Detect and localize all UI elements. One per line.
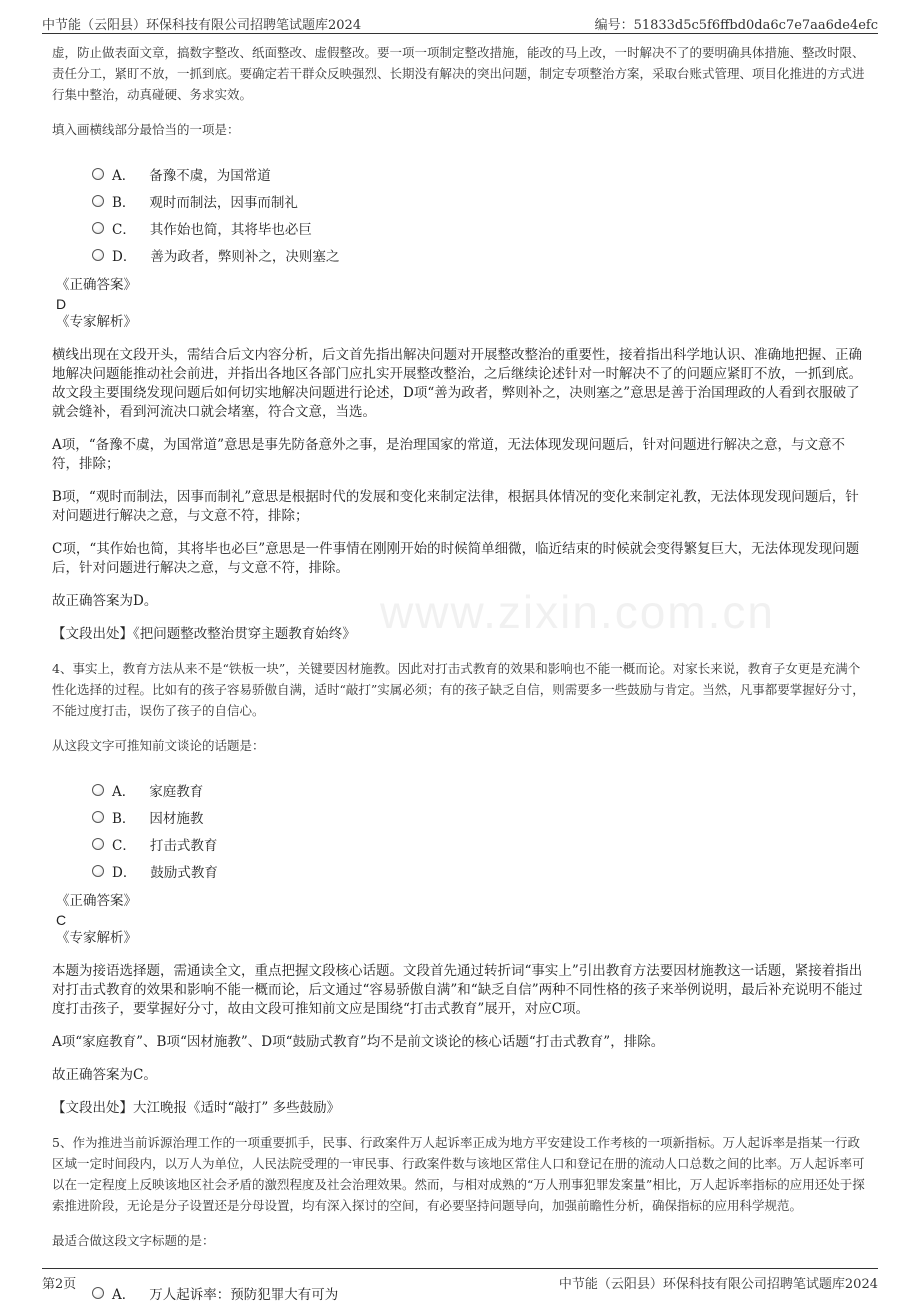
radio-icon[interactable] <box>92 168 104 180</box>
footer-title: 中节能（云阳县）环保科技有限公司招聘笔试题库2024 <box>558 1277 878 1292</box>
option-c[interactable]: C． 打击式教育 <box>92 830 868 857</box>
analysis <box>52 962 868 1085</box>
analysis-paragraph: B项，“观时而制法，因事而制礼”意思是根据时代的发展和变化来制定法律，根据具体情况的变化来制定礼教，无法体现发现问题后，针对问题进行解决之意，与文意不符，排除； <box>52 489 859 524</box>
question-stem: 4、事实上，教育方法从来不是“铁板一块”，关键要因材施教。因此对打击式教育的效果和影响也不能一概而论。对家长来说，教育子女更是充满个性化选择的过程。比如有的孩子容易骄傲自满，适时“敲打”实属必须；有的孩子缺乏自信，则需要多一些鼓励与肯定。当然，凡事都要掌握好分寸，不能过度打击，误伤了孩子的自信心。 <box>52 661 865 718</box>
question-4 <box>52 658 868 1118</box>
header-title: 中节能（云阳县）环保科技有限公司招聘笔试题库2024 <box>42 18 362 33</box>
answer-label: 《正确答案》 <box>56 893 137 909</box>
answer-value: D <box>56 296 67 312</box>
radio-icon[interactable] <box>92 249 104 261</box>
analysis-conclusion: 故正确答案为D。 <box>52 593 158 609</box>
option-list <box>92 776 868 884</box>
question-stem-tail: 虚，防止做表面文章，搞数字整改、纸面整改、虚假整改。要一项一项制定整改措施，能改的马上改，一时解决不了的要明确具体措施、整改时限、责任分工，紧盯不放，一抓到底。要确定若干群众反映强烈、长期没有解决的突出问题，制定专项整治方案，采取台账式管理、项目化推进的方式进行集中整治，动真碰硬、务求实效。 <box>52 45 865 102</box>
radio-icon[interactable] <box>92 222 104 234</box>
option-a[interactable]: A． 万人起诉率：预防犯罪大有可为 <box>92 1279 868 1302</box>
analysis-conclusion: 故正确答案为C。 <box>52 1067 157 1083</box>
analysis-paragraph: 横线出现在文段开头，需结合后文内容分析，后文首先指出解决问题对开展整改整治的重要性，接着指出科学地认识、准确地把握、正确地解决问题能推动社会前进，并指出各地区各部门应扎实开展整改整治，之后继续论述针对一时解决不了的问题应紧盯不放，一抓到底。故文段主要围绕发现问题后如何切实地解决问题进行论述，D项“善为政者，弊则补之，决则塞之”意思是善于治国理政的人看到衣服破了就会缝补，看到河流决口就会堵塞，符合文意，当选。 <box>52 347 862 420</box>
radio-icon[interactable] <box>92 838 104 850</box>
answer-label: 《正确答案》 <box>56 277 137 293</box>
radio-icon[interactable] <box>92 784 104 796</box>
option-b[interactable]: B． 因材施教 <box>92 803 868 830</box>
analysis-paragraph: C项，“其作始也简，其将毕也必巨”意思是一件事情在刚刚开始的时候简单细微，临近结束的时候就会变得繁复巨大，无法体现发现问题后，针对问题进行解决之意，与文意不符，排除。 <box>52 541 860 576</box>
radio-icon[interactable] <box>92 865 104 877</box>
question-prompt: 填入画横线部分最恰当的一项是： <box>52 122 240 137</box>
analysis-paragraph: A项“家庭教育”、B项“因材施教”、D项“鼓励式教育”均不是前文谈论的核心话题“打击式教育”，排除。 <box>52 1034 665 1050</box>
option-d[interactable]: D． 善为政者，弊则补之，决则塞之 <box>92 241 868 268</box>
page-content <box>52 40 868 1302</box>
page-number: 第2页 <box>42 1277 77 1292</box>
analysis-label: 《专家解析》 <box>56 930 137 946</box>
analysis-paragraph: A项，“备豫不虞，为国常道”意思是事先防备意外之事，是治理国家的常道，无法体现发现问题后，针对问题进行解决之意，与文意不符，排除； <box>52 437 846 472</box>
question-3 <box>52 42 868 644</box>
radio-icon[interactable] <box>92 811 104 823</box>
option-c[interactable]: C． 其作始也简，其将毕也必巨 <box>92 214 868 241</box>
option-a[interactable]: A． 家庭教育 <box>92 776 868 803</box>
option-b[interactable]: B． 观时而制法，因事而制礼 <box>92 187 868 214</box>
analysis <box>52 346 868 611</box>
watermark: www.zixin.com.cn <box>380 586 775 638</box>
option-d[interactable]: D． 鼓励式教育 <box>92 857 868 884</box>
option-a[interactable]: A． 备豫不虞，为国常道 <box>92 160 868 187</box>
answer-value: C <box>56 912 67 928</box>
header-serial: 编号：51833d5c5f6ffbd0da6c7e7aa6de4efc <box>594 18 878 33</box>
option-list <box>92 160 868 268</box>
question-prompt: 最适合做这段文字标题的是： <box>52 1233 215 1248</box>
question-prompt: 从这段文字可推知前文谈论的话题是： <box>52 738 265 753</box>
radio-icon[interactable] <box>92 195 104 207</box>
page-footer <box>42 1268 878 1292</box>
question-stem: 5、作为推进当前诉源治理工作的一项重要抓手，民事、行政案件万人起诉率正成为地方平安建设工作考核的一项新指标。万人起诉率是指某一行政区域一定时间段内，以万人为单位，人民法院受理的一审民事、行政案件数与该地区常住人口和登记在册的流动人口总数之间的比率。万人起诉率可以在一定程度上反映该地区社会矛盾的激烈程度及社会治理效果。然而，与相对成熟的“万人刑事犯罪发案量”相比，万人起诉率指标的应用还处于探索推进阶段，无论是分子设置还是分母设置，均有深入探讨的空间，有必要坚持问题导向，加强前瞻性分析，确保指标的应用科学规范。 <box>52 1135 865 1213</box>
page-header <box>42 10 878 34</box>
analysis-paragraph: 本题为接语选择题，需通读全文，重点把握文段核心话题。文段首先通过转折词“事实上”引出教育方法要因材施教这一话题，紧接着指出对打击式教育的效果和影响不能一概而论，后文通过“容易骄傲自满”和“缺乏自信”两种不同性格的孩子来举例说明，最后补充说明不能过度打击孩子，要掌握好分寸，故由文段可推知前文应是围绕“打击式教育”展开，对应C项。 <box>52 963 863 1017</box>
analysis-label: 《专家解析》 <box>56 314 137 330</box>
source-citation: 【文段出处】大江晚报《适时“敲打” 多些鼓励》 <box>52 1100 341 1116</box>
source-citation: 【文段出处】《把问题整改整治贯穿主题教育始终》 <box>52 626 356 642</box>
